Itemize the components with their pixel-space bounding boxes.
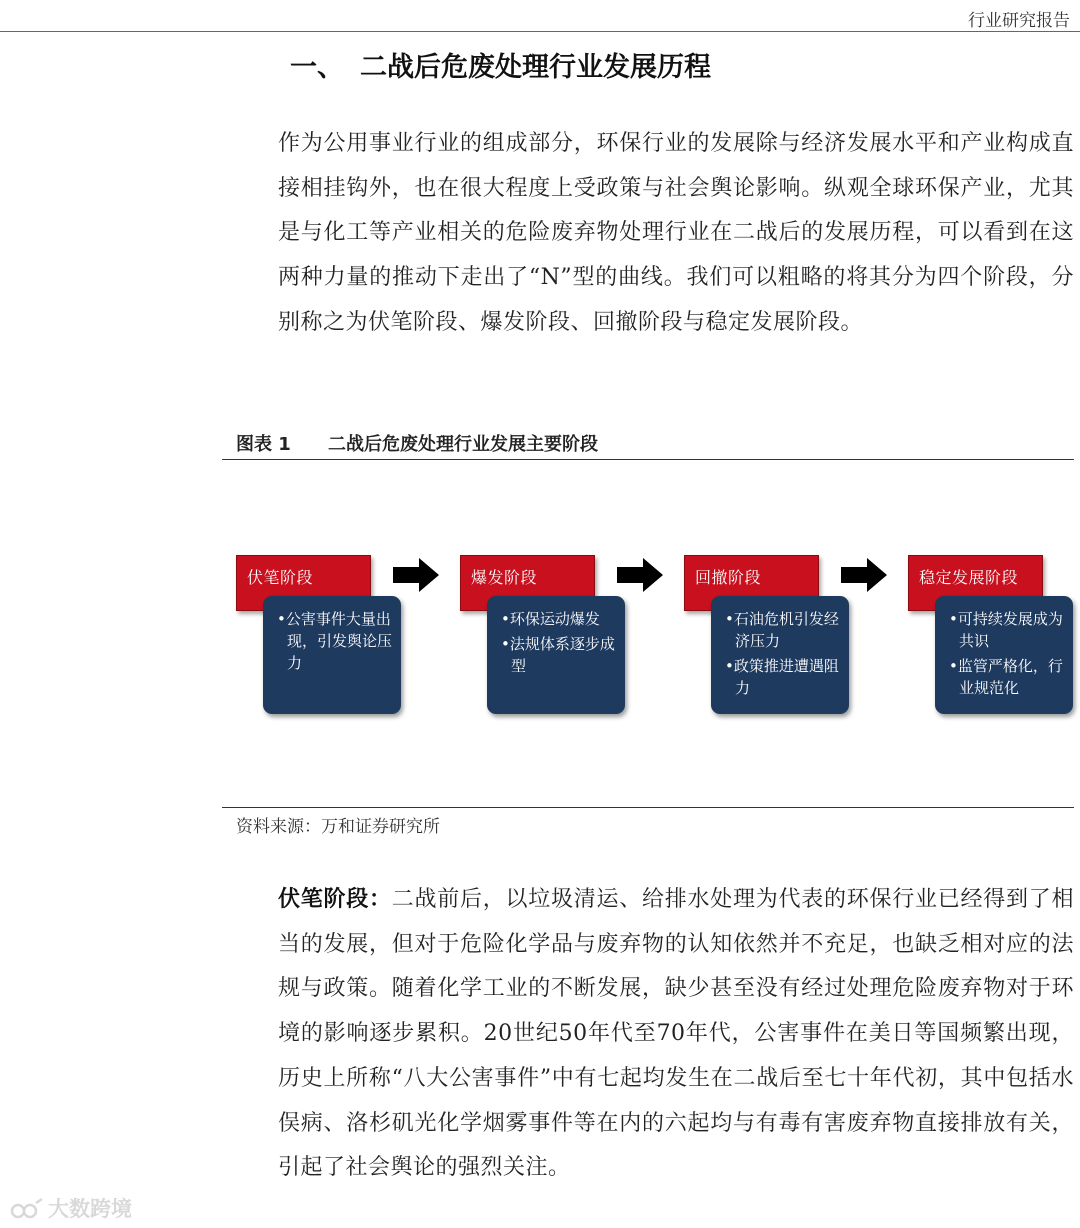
- intro-paragraph: 作为公用事业行业的组成部分，环保行业的发展除与经济发展水平和产业构成直接相挂钩外，也在很大程度上受政策与社会舆论影响。纵观全球环保产业，尤其是与化工等产业相关的危险废弃物处理行业在二战后的发展历程，可以看到在这两种力量的推动下走出了“N”型的曲线。我们可以粗略的将其分为四个阶段，分别称之为伏笔阶段、爆发阶段、回撤阶段与稳定发展阶段。: [278, 131, 1074, 335]
- stage1-paragraph: [278, 877, 1074, 1191]
- stage-4-header: 稳定发展阶段: [908, 555, 1043, 611]
- arrow-right-icon: [617, 558, 663, 592]
- stage1-text: 二战前后，以垃圾清运、给排水处理为代表的环保行业已经得到了相当的发展，但对于危险化学品与废弃物的认知依然并不充足，也缺乏相对应的法规与政策。随着化学工业的不断发展，缺少甚至没有经过处理危险废弃物对于环境的影响逐步累积。20世纪50年代至70年代，公害事件在美日等国频繁出现，历史上所称“八大公害事件”中有七起均发生在二战后至七十年代初，其中包括水俣病、洛杉矶光化学烟雾事件等在内的六起均与有毒有害废弃物直接排放有关，引起了社会舆论的强烈关注。: [278, 887, 1074, 1181]
- stage-4-point-1: •可持续发展成为共识: [949, 610, 1063, 650]
- arrow-right-icon: [393, 558, 439, 592]
- watermark: [10, 1193, 132, 1223]
- stage-1-header: 伏笔阶段: [236, 555, 371, 611]
- figure-label: 图表 1: [236, 434, 291, 455]
- figure-top-rule: [222, 459, 1074, 460]
- watermark-text: 大数跨境: [48, 1197, 132, 1221]
- header-divider: [0, 31, 1080, 32]
- figure-source: 资料来源：万和证券研究所: [236, 817, 440, 837]
- stage-3-point-2: •政策推进遭遇阻力: [725, 657, 839, 697]
- stage-3-header: 回撤阶段: [684, 555, 819, 611]
- section-title-text: 二战后危废处理行业发展历程: [360, 52, 711, 83]
- stage-2-body: [487, 596, 625, 714]
- stage-2-header: 爆发阶段: [460, 555, 595, 611]
- section-number: 一、: [290, 52, 344, 83]
- stage-2-point-1: •环保运动爆发: [501, 610, 600, 628]
- stage-4-body: [935, 596, 1073, 714]
- arrow-right-icon: [841, 558, 887, 592]
- section-title: [290, 45, 711, 84]
- stage-1-body: [263, 596, 401, 714]
- header-label: 行业研究报告: [968, 11, 1070, 31]
- stage-3-point-1: •石油危机引发经济压力: [725, 610, 839, 650]
- stage-2-point-2: •法规体系逐步成型: [501, 635, 615, 675]
- figure-bottom-rule: [222, 807, 1074, 808]
- figure-title: 二战后危废处理行业发展主要阶段: [328, 434, 598, 455]
- stage1-lead: 伏笔阶段：: [278, 886, 392, 912]
- figure-caption: [236, 430, 598, 456]
- stage-4-point-2: •监管严格化，行业规范化: [949, 657, 1063, 697]
- watermark-logo-icon: [10, 1197, 44, 1221]
- stage-3-body: [711, 596, 849, 714]
- stage-1-point-1: •公害事件大量出现，引发舆论压力: [277, 610, 393, 672]
